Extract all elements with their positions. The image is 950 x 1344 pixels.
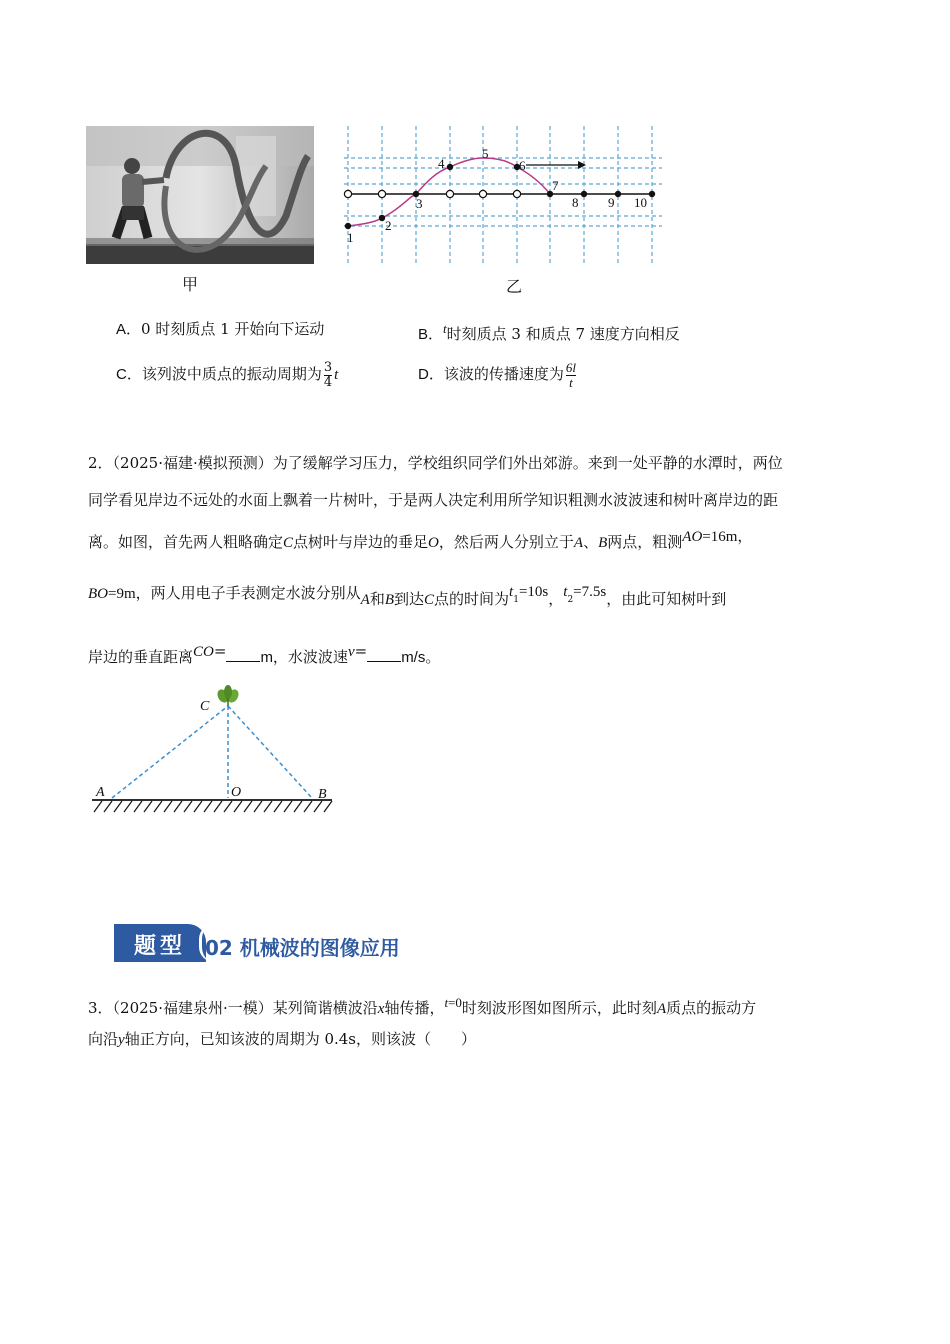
point-label-4: 4 bbox=[438, 156, 445, 171]
q2-text: ，由此可知树叶到 bbox=[606, 590, 727, 608]
q3-var-a: A bbox=[656, 1001, 667, 1017]
q2-var-a: A bbox=[573, 535, 584, 551]
label-c: C bbox=[200, 699, 210, 714]
answer-blank-v[interactable] bbox=[367, 647, 401, 662]
q2-sub-1: 1 bbox=[513, 595, 519, 605]
leaf-icon bbox=[215, 685, 241, 706]
line-ac bbox=[112, 706, 228, 798]
option-a-text: 0 时刻质点 1 开始向下运动 bbox=[141, 320, 325, 338]
option-c-denominator: 4 bbox=[323, 374, 333, 390]
q3-line-1 bbox=[88, 992, 756, 1020]
option-d-numerator: 6l bbox=[565, 359, 576, 375]
q2-text: ，然后两人分别立于 bbox=[438, 533, 574, 551]
q2-var-b: B bbox=[384, 592, 394, 608]
q2-var-t1: t bbox=[509, 584, 514, 600]
q2-sub-2: 2 bbox=[567, 595, 574, 605]
q2-var-a: A bbox=[360, 592, 370, 608]
q2-text: m/s。 bbox=[401, 649, 441, 666]
q3-value-t: =0 bbox=[448, 995, 462, 1010]
q2-line-4 bbox=[88, 581, 726, 611]
q2-line-3 bbox=[88, 526, 752, 554]
point-9 bbox=[615, 191, 621, 197]
option-c-var: t bbox=[334, 367, 339, 383]
label-a: A bbox=[96, 785, 105, 800]
q2-var-o: O bbox=[428, 535, 439, 551]
option-c-text: 该列波中质点的振动周期为 bbox=[141, 365, 322, 383]
figure-caption-left: 甲 bbox=[182, 275, 199, 294]
point-label-8: 8 bbox=[572, 195, 579, 210]
q2-text: 岸边的垂直距离 bbox=[88, 648, 194, 666]
q2-equals: = bbox=[213, 642, 227, 660]
q2-value-ao: =16m， bbox=[702, 529, 753, 545]
q2-text: 、 bbox=[583, 533, 599, 551]
q2-line-5 bbox=[88, 640, 440, 669]
q2-equals: = bbox=[354, 642, 368, 660]
point-label-10: 10 bbox=[634, 195, 647, 210]
option-b[interactable] bbox=[418, 318, 680, 346]
q2-var-c: C bbox=[283, 535, 294, 551]
answer-blank-co[interactable] bbox=[226, 647, 260, 662]
q2-var-bo: BO bbox=[88, 586, 108, 602]
rope-photo bbox=[86, 126, 314, 264]
q2-text: 点树叶与岸边的垂足 bbox=[293, 533, 429, 551]
point-label-7: 7 bbox=[552, 178, 559, 193]
open-circle-1 bbox=[344, 190, 351, 197]
point-4 bbox=[447, 164, 453, 170]
label-o: O bbox=[231, 785, 242, 800]
q3-text: 时刻波形图如图所示，此时刻 bbox=[461, 999, 657, 1017]
q2-var-t2: t bbox=[563, 584, 568, 600]
q2-text: 离。如图，首先两人粗略确定 bbox=[88, 533, 284, 551]
option-b-text: 时刻质点 3 和质点 7 速度方向相反 bbox=[446, 325, 680, 343]
option-d-fraction bbox=[566, 361, 576, 390]
wave-diagram bbox=[340, 124, 670, 266]
open-circle-4 bbox=[446, 190, 453, 197]
option-c-fraction bbox=[324, 361, 332, 390]
q2-text: 到达 bbox=[394, 590, 425, 608]
option-d-letter: D． bbox=[418, 366, 444, 383]
section-title: 02 机械波的图像应用 bbox=[205, 936, 400, 960]
q2-line-2: 同学看见岸边不远处的水面上飘着一片树叶，于是两人决定利用所学知识粗测水波波速和树叶离岸边的距 bbox=[88, 491, 779, 509]
point-label-9: 9 bbox=[608, 195, 615, 210]
q3-line-2 bbox=[88, 1028, 476, 1051]
label-b: B bbox=[318, 787, 327, 802]
open-circle-6 bbox=[513, 190, 520, 197]
option-b-var: t bbox=[443, 321, 447, 336]
q3-text: 3．（2025·福建泉州·一模）某列简谐横波沿 bbox=[88, 999, 378, 1017]
option-c-numerator: 3 bbox=[323, 359, 333, 375]
q3-var-x: x bbox=[377, 1001, 385, 1017]
q2-var-v: v bbox=[347, 644, 355, 660]
open-circle-5 bbox=[479, 190, 486, 197]
option-b-letter: B． bbox=[418, 326, 444, 343]
q2-value-t2: =7.5s bbox=[573, 584, 607, 600]
q2-var-b: B bbox=[598, 535, 608, 551]
option-d-text: 该波的传播速度为 bbox=[443, 365, 564, 383]
option-c-letter: C． bbox=[116, 366, 142, 383]
point-label-6: 6 bbox=[519, 158, 526, 173]
q2-text: m，水波波速 bbox=[260, 649, 348, 666]
ground-hatching bbox=[94, 801, 332, 812]
q3-text: 向沿 bbox=[88, 1030, 119, 1048]
point-label-1: 1 bbox=[347, 230, 354, 245]
q3-var-t: t bbox=[444, 995, 449, 1010]
q2-text: 两点，粗测 bbox=[607, 533, 683, 551]
option-c[interactable] bbox=[116, 354, 338, 395]
point-10 bbox=[649, 191, 655, 197]
option-a-letter: A． bbox=[116, 321, 142, 338]
point-label-2: 2 bbox=[385, 218, 392, 233]
open-circle-2 bbox=[378, 190, 385, 197]
q3-text: 轴正方向，已知该波的周期为 0.4s，则该波（ ） bbox=[124, 1030, 477, 1048]
q3-text: 质点的振动方 bbox=[666, 999, 757, 1017]
q2-text: =9m，两人用电子手表测定水波分别从 bbox=[108, 586, 361, 602]
q3-var-y: y bbox=[118, 1032, 125, 1048]
q2-text: 点的时间为 bbox=[434, 590, 510, 608]
q2-var-c: C bbox=[424, 592, 435, 608]
q2-text: ， bbox=[548, 590, 564, 608]
q2-var-ao: AO bbox=[682, 529, 703, 545]
q3-text: 轴传播， bbox=[384, 999, 445, 1017]
figure-caption-right: 乙 bbox=[506, 277, 523, 296]
point-8 bbox=[581, 191, 587, 197]
option-a[interactable] bbox=[116, 318, 324, 341]
point-label-5: 5 bbox=[482, 146, 489, 161]
q2-line-1: 2．（2025·福建·模拟预测）为了缓解学习压力，学校组织同学们外出郊游。来到一处平静的水潭时，两位 bbox=[88, 454, 783, 472]
q2-var-co: CO bbox=[193, 644, 214, 660]
point-label-3: 3 bbox=[416, 196, 423, 211]
pond-diagram bbox=[86, 684, 336, 818]
q2-value-t1: =10s bbox=[518, 584, 549, 600]
option-d-denominator: t bbox=[569, 374, 573, 390]
point-1 bbox=[345, 223, 351, 229]
section-badge bbox=[114, 924, 206, 962]
q2-text: 和 bbox=[369, 590, 385, 608]
option-d[interactable] bbox=[418, 354, 578, 395]
section-badge-text: 题型 bbox=[133, 934, 186, 959]
